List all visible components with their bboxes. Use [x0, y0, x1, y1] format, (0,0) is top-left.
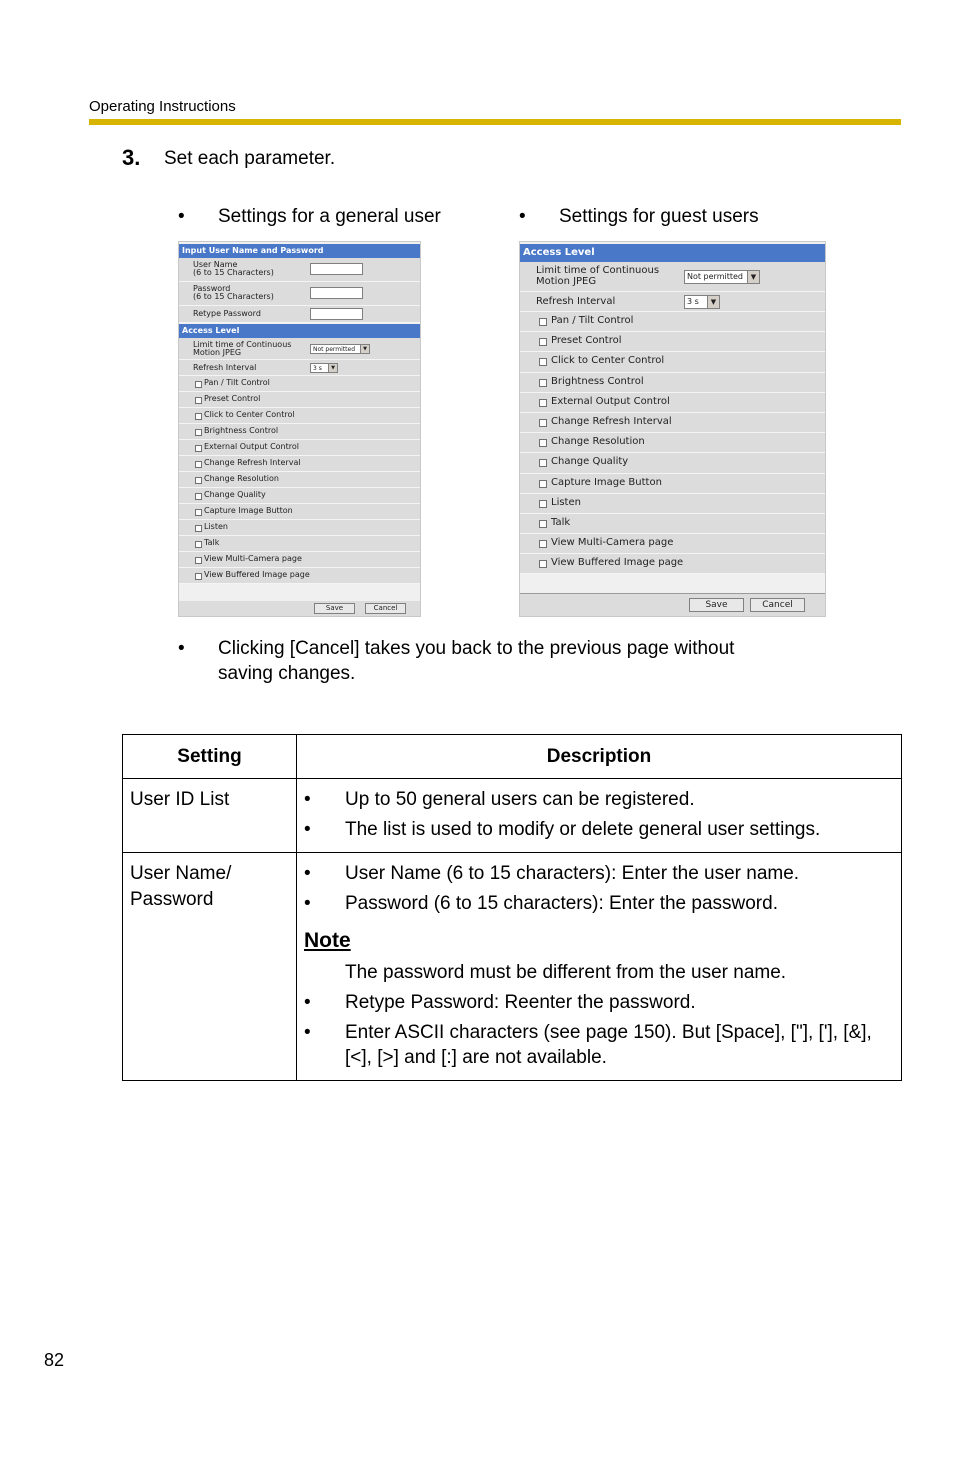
limit-select[interactable]: [310, 344, 370, 354]
checkbox-label: View Buffered Image page: [204, 570, 310, 579]
bullet-cancel-note: [178, 636, 858, 686]
checkbox-row[interactable]: [520, 352, 825, 372]
checkbox[interactable]: [195, 397, 202, 404]
checkbox-label: View Multi-Camera page: [204, 554, 302, 563]
checkbox[interactable]: [195, 429, 202, 436]
checkbox-label: Pan / Tilt Control: [551, 315, 634, 327]
refresh-select-value: 3 s: [687, 297, 699, 306]
guest-checkbox-list: [520, 312, 825, 574]
checkbox-label: Preset Control: [204, 394, 261, 403]
cancel-note-line1: Clicking [Cancel] takes you back to the previous page without: [218, 638, 735, 659]
list-item: [304, 990, 894, 1015]
list-item-text: Up to 50 general users can be registered.: [345, 789, 695, 810]
checkbox-row[interactable]: [179, 376, 420, 392]
checkbox-row[interactable]: [520, 332, 825, 352]
list-item-text: The list is used to modify or delete general user settings.: [345, 819, 821, 840]
header-setting: Setting: [123, 735, 297, 779]
section-title-access: Access Level: [179, 324, 420, 338]
checkbox[interactable]: [539, 419, 547, 427]
refresh-row: [520, 292, 825, 312]
checkbox[interactable]: [539, 459, 547, 467]
checkbox-row[interactable]: [520, 433, 825, 453]
bullet-dot: •: [178, 638, 185, 659]
checkbox-label: External Output Control: [551, 395, 670, 407]
limit-row: [520, 262, 825, 292]
checkbox-label: Click to Center Control: [551, 355, 665, 367]
refresh-row: [179, 360, 420, 376]
description-user-id-list: [297, 779, 902, 853]
checkbox[interactable]: [195, 509, 202, 516]
password-row: [179, 282, 420, 306]
checkbox[interactable]: [539, 520, 547, 528]
bullet-dot: •: [304, 863, 311, 884]
checkbox[interactable]: [539, 439, 547, 447]
bullet-dot: •: [304, 819, 311, 840]
checkbox[interactable]: [195, 573, 202, 580]
description-user-name-password: [297, 853, 902, 1081]
list-item: [304, 817, 894, 842]
setting-user-name-password: [123, 853, 297, 1081]
password-label: Password (6 to 15 Characters): [193, 284, 274, 302]
section-title-input: Input User Name and Password: [179, 244, 420, 258]
running-header: Operating Instructions: [89, 98, 236, 115]
setting-line1: User Name/: [130, 863, 232, 884]
limit-row: [179, 338, 420, 360]
checkbox[interactable]: [539, 560, 547, 568]
retype-row: [179, 306, 420, 323]
checkbox-label: Click to Center Control: [204, 410, 295, 419]
list-item: [304, 861, 894, 886]
checkbox-row[interactable]: [520, 413, 825, 433]
refresh-label: Refresh Interval: [536, 296, 616, 307]
retype-label: Retype Password: [193, 309, 261, 318]
checkbox[interactable]: [195, 493, 202, 500]
checkbox-label: Capture Image Button: [204, 506, 293, 515]
setting-user-id-list: User ID List: [123, 779, 297, 853]
bullet-dot: •: [304, 992, 311, 1013]
refresh-select[interactable]: [310, 363, 338, 373]
list-item-text: Password (6 to 15 characters): Enter the password.: [345, 893, 778, 914]
form-footer: [179, 601, 420, 616]
bullet-dot: •: [178, 206, 185, 227]
checkbox[interactable]: [539, 500, 547, 508]
checkbox[interactable]: [539, 399, 547, 407]
checkbox[interactable]: [539, 540, 547, 548]
list-item-text: User Name (6 to 15 characters): Enter the user name.: [345, 863, 800, 884]
checkbox[interactable]: [539, 318, 547, 326]
refresh-label: Refresh Interval: [193, 363, 257, 372]
username-label: User Name (6 to 15 Characters): [193, 260, 274, 278]
checkbox-label: View Buffered Image page: [551, 557, 684, 569]
checkbox[interactable]: [195, 541, 202, 548]
limit-select-value: Not permitted: [687, 272, 743, 281]
bullet-general-text: Settings for a general user: [218, 206, 441, 227]
header-description: Description: [297, 735, 902, 779]
checkbox-row[interactable]: [179, 568, 420, 584]
list-item: [304, 891, 894, 916]
general-user-form: [178, 241, 421, 617]
checkbox-label: Brightness Control: [551, 375, 644, 387]
guest-user-form: [519, 241, 826, 617]
checkbox-label: Preset Control: [551, 335, 622, 347]
limit-label: Limit time of Continuous Motion JPEG: [536, 265, 660, 287]
bullet-dot: •: [519, 206, 526, 227]
checkbox-label: Talk: [204, 538, 220, 547]
checkbox-label: External Output Control: [204, 442, 299, 451]
checkbox-label: Talk: [551, 516, 571, 528]
checkbox-row[interactable]: [520, 554, 825, 574]
list-item-text: Enter ASCII characters (see page 150). But [Space], ["], ['], [&], [<], [>] and [:] are not available.: [345, 1022, 872, 1068]
cancel-button[interactable]: Cancel: [365, 603, 406, 614]
note-heading: Note: [304, 929, 351, 952]
list-item: [304, 1020, 894, 1070]
username-row: [179, 258, 420, 282]
step-number: 3.: [122, 145, 141, 170]
password-input[interactable]: [310, 287, 363, 299]
checkbox-row[interactable]: [179, 424, 420, 440]
checkbox[interactable]: [195, 461, 202, 468]
page-number: 82: [44, 1350, 65, 1370]
general-checkbox-list: [179, 376, 420, 584]
checkbox[interactable]: [539, 358, 547, 366]
checkbox[interactable]: [539, 480, 547, 488]
checkbox[interactable]: [195, 413, 202, 420]
checkbox-row[interactable]: [520, 373, 825, 393]
checkbox[interactable]: [195, 445, 202, 452]
checkbox-row[interactable]: [520, 514, 825, 534]
list-item: [304, 787, 894, 812]
bullet-dot: •: [304, 789, 311, 810]
checkbox[interactable]: [539, 338, 547, 346]
bullet-dot: •: [304, 1022, 311, 1043]
checkbox-row[interactable]: [520, 474, 825, 494]
checkbox-row[interactable]: [179, 392, 420, 408]
checkbox-label: Change Refresh Interval: [204, 458, 301, 467]
refresh-select[interactable]: [684, 295, 720, 309]
note-text: The password must be different from the user name.: [345, 962, 787, 983]
checkbox-label: Listen: [204, 522, 228, 531]
retype-input[interactable]: [310, 308, 363, 320]
section-title-access: Access Level: [520, 244, 825, 262]
checkbox-row[interactable]: [179, 440, 420, 456]
table-row: [123, 779, 902, 853]
checkbox-label: Change Quality: [551, 456, 629, 468]
checkbox-row[interactable]: [179, 408, 420, 424]
checkbox-label: Brightness Control: [204, 426, 279, 435]
checkbox[interactable]: [195, 557, 202, 564]
checkbox-row[interactable]: [179, 536, 420, 552]
checkbox-label: View Multi-Camera page: [551, 537, 674, 549]
chevron-down-icon: ▼: [747, 271, 759, 283]
checkbox-row[interactable]: [520, 453, 825, 473]
username-input[interactable]: [310, 263, 363, 275]
step-text: Set each parameter.: [164, 148, 336, 169]
chevron-down-icon: ▼: [360, 345, 369, 353]
chevron-down-icon: ▼: [707, 296, 719, 308]
checkbox-row[interactable]: [520, 534, 825, 554]
settings-table: [122, 734, 902, 1081]
checkbox-label: Change Quality: [204, 490, 266, 499]
checkbox[interactable]: [539, 379, 547, 387]
checkbox-row[interactable]: [179, 520, 420, 536]
checkbox-label: Change Refresh Interval: [551, 416, 672, 428]
checkbox-row[interactable]: [520, 494, 825, 514]
save-button[interactable]: Save: [689, 598, 744, 612]
cancel-button[interactable]: Cancel: [750, 598, 805, 612]
setting-line2: Password: [130, 889, 214, 910]
save-button[interactable]: Save: [314, 603, 355, 614]
limit-label: Limit time of Continuous Motion JPEG: [193, 340, 292, 358]
form-footer: [520, 593, 825, 616]
checkbox[interactable]: [195, 525, 202, 532]
checkbox-row[interactable]: [179, 472, 420, 488]
list-item-text: Retype Password: Reenter the password.: [345, 992, 696, 1013]
checkbox-label: Listen: [551, 496, 581, 508]
header-rule: [89, 119, 901, 125]
checkbox-row[interactable]: [520, 393, 825, 413]
checkbox-label: Change Resolution: [204, 474, 279, 483]
checkbox-label: Pan / Tilt Control: [204, 378, 270, 387]
checkbox-row[interactable]: [520, 312, 825, 332]
cancel-note-line2: saving changes.: [218, 663, 356, 684]
checkbox-row[interactable]: [179, 552, 420, 568]
table-header-row: [123, 735, 902, 779]
bullet-guest-text: Settings for guest users: [559, 206, 759, 227]
checkbox-label: Change Resolution: [551, 436, 645, 448]
chevron-down-icon: ▼: [328, 364, 337, 372]
checkbox-label: Capture Image Button: [551, 476, 662, 488]
table-row: [123, 853, 902, 1081]
checkbox-row[interactable]: [179, 456, 420, 472]
limit-select[interactable]: [684, 270, 760, 284]
bullet-dot: •: [304, 893, 311, 914]
limit-select-value: Not permitted: [313, 346, 355, 353]
checkbox[interactable]: [195, 477, 202, 484]
checkbox[interactable]: [195, 381, 202, 388]
checkbox-row[interactable]: [179, 488, 420, 504]
refresh-select-value: 3 s: [313, 365, 322, 372]
checkbox-row[interactable]: [179, 504, 420, 520]
